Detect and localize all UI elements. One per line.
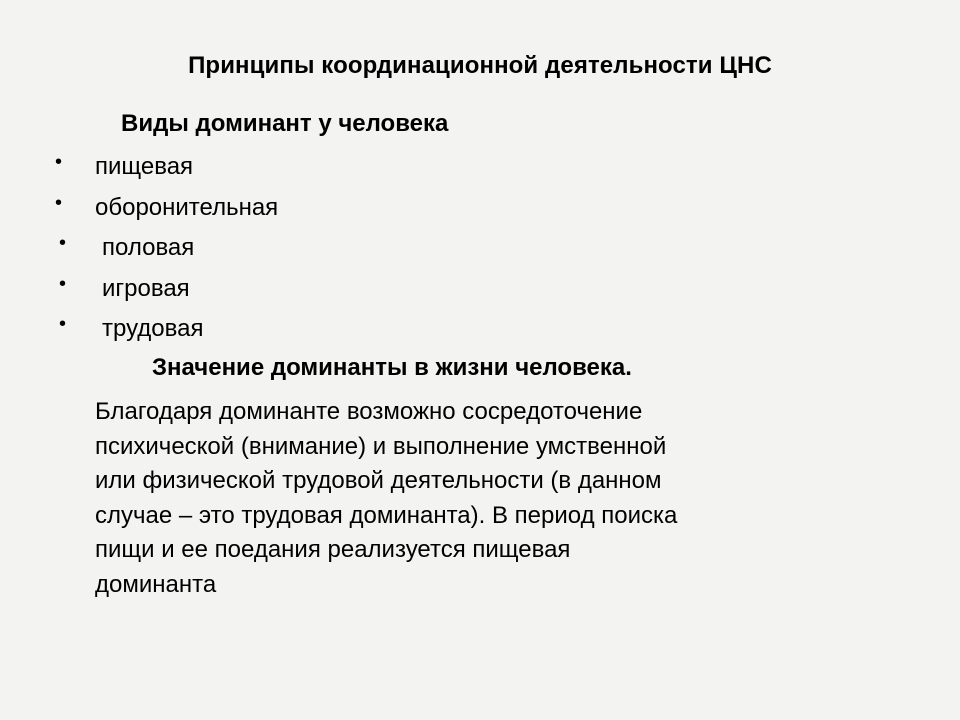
paragraph-line: доминанта [95, 570, 217, 598]
paragraph-line: Благодаря доминанте возможно сосредоточение [95, 398, 643, 425]
bullet-icon: • [55, 151, 63, 173]
list-item-label: пищевая [95, 153, 194, 180]
bullet-icon: • [59, 232, 67, 254]
list-item-label: оборонительная [95, 193, 279, 221]
paragraph-line: психической (внимание) и выполнение умственной [95, 432, 667, 460]
bullet-icon: • [59, 272, 67, 295]
list-item-label: трудовая [102, 315, 204, 342]
slide-title: Принципы координационной деятельности ЦНС [188, 52, 772, 79]
bullet-icon: • [55, 191, 63, 214]
paragraph-line: случае – это трудовая доминанта). В период поиска [95, 501, 678, 529]
list-item-label: половая [102, 234, 195, 261]
dominant-types-heading: Виды доминант у человека [121, 110, 449, 137]
paragraph-line: пищи и ее поедания реализуется пищевая [95, 536, 571, 563]
paragraph-line: или физической трудовой деятельности (в данном [95, 467, 662, 494]
bullet-icon: • [59, 313, 67, 335]
body-paragraph [95, 395, 885, 602]
dominant-significance-heading: Значение доминанты в жизни человека. [152, 354, 632, 381]
list-item-label: игровая [102, 274, 190, 302]
